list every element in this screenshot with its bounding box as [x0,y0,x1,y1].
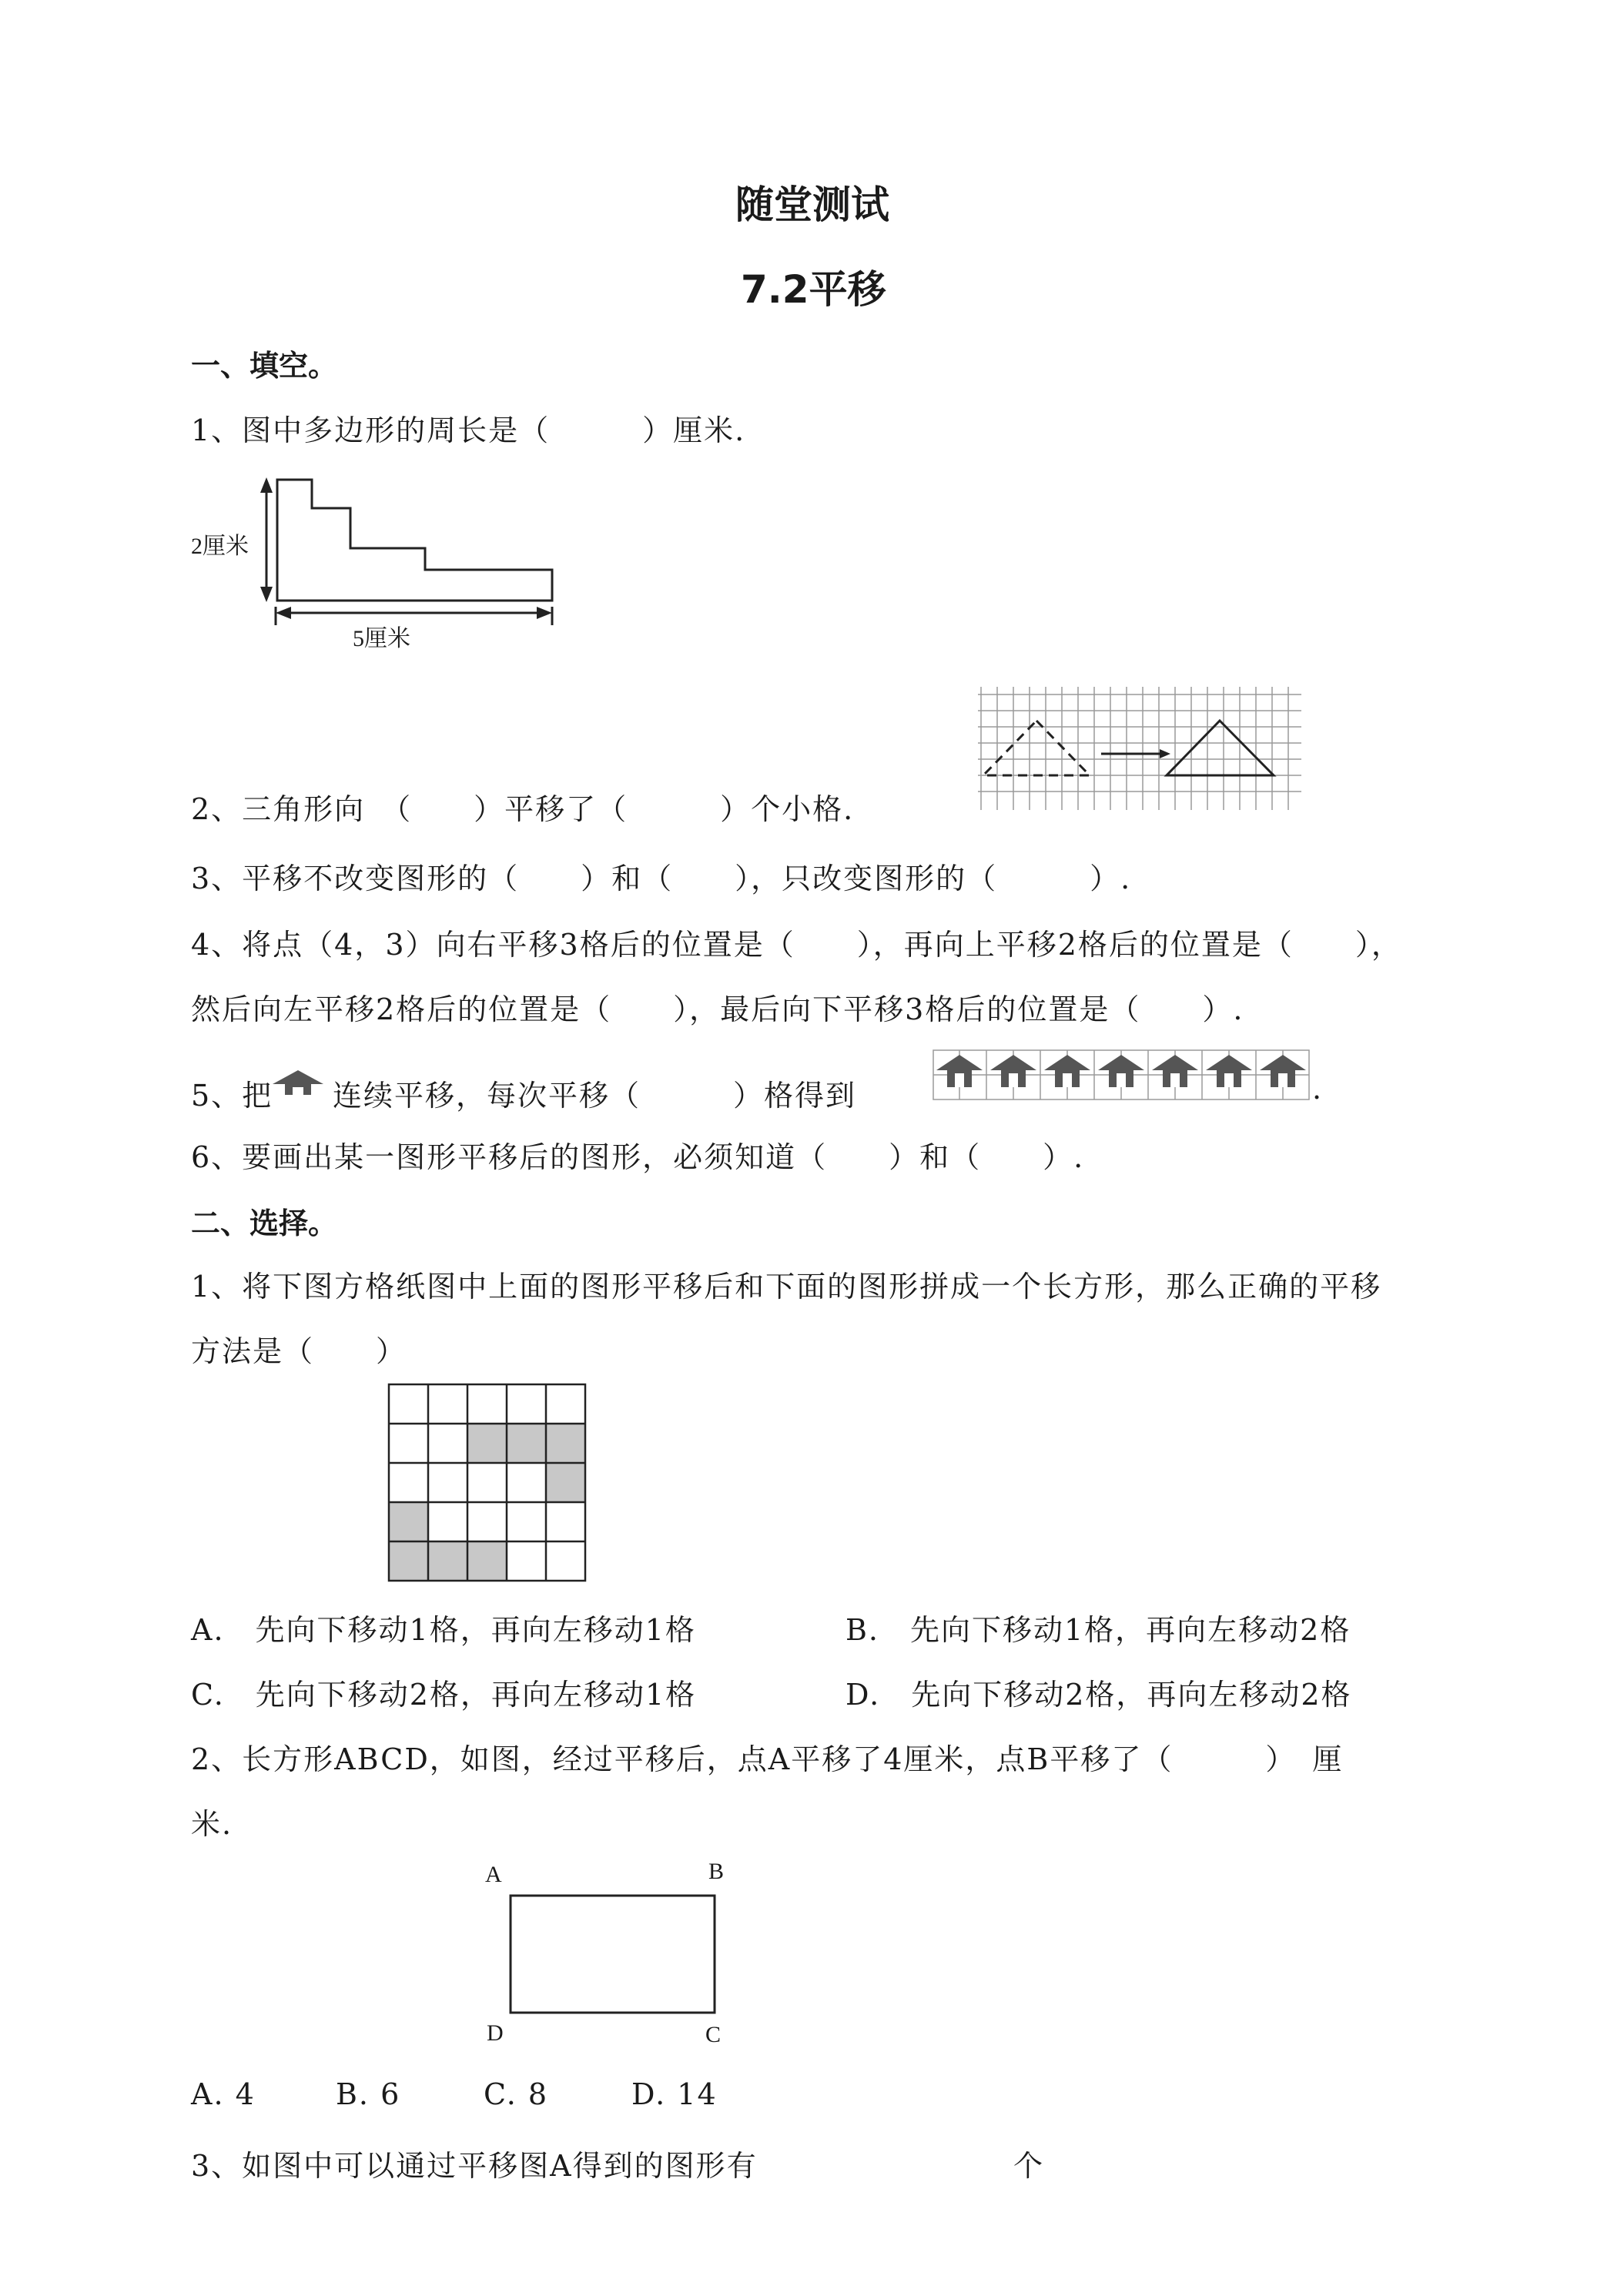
option-2-1-c: C. 先向下移动2格，再向左移动1格 [191,1678,697,1712]
option-2-1-d: D. 先向下移动2格，再向左移动2格 [845,1678,1352,1712]
section-heading-choice: 二、选择。 [191,1207,338,1240]
question-2-3-unit: 个 [1013,2149,1045,2183]
question-2-2-line2: 米. [191,1807,233,1841]
option-2-1-b: B. 先向下移动1格，再向左移动2格 [845,1613,1351,1647]
vertex-c-label: C [705,2022,722,2047]
option-2-2-a: A. 4 [191,2077,256,2111]
option-2-2-d: D. 14 [631,2077,718,2111]
option-2-2-b: B. 6 [336,2077,401,2111]
page-subtitle: 7.2平移 [741,267,886,312]
question-2-3: 3、如图中可以通过平移图A得到的图形有 [191,2149,758,2183]
option-2-2-c: C. 8 [484,2077,549,2111]
question-1-5-middle: 连续平移，每次平移（ ）格得到 [333,1079,857,1113]
question-1-2: 2、三角形向 （ ）平移了（ ）个小格. [191,792,855,826]
width-label: 5厘米 [353,626,410,651]
question-2-2-line1: 2、长方形ABCD，如图，经过平移后，点A平移了4厘米，点B平移了（ ） 厘 [191,1742,1344,1776]
vertex-d-label: D [487,2020,504,2046]
question-2-1-line1: 1、将下图方格纸图中上面的图形平移后和下面的图形拼成一个长方形，那么正确的平移 [191,1270,1382,1304]
question-1-1: 1、图中多边形的周长是（ ）厘米. [191,413,746,447]
vertex-a-label: A [485,1862,502,1887]
page-title: 随堂测试 [735,182,889,227]
question-1-6: 6、要画出某一图形平移后的图形，必须知道（ ）和（ ）. [191,1140,1085,1174]
question-2-1-line2: 方法是（ ） [191,1334,407,1368]
question-1-4-line1: 4、将点（4，3）向右平移3格后的位置是（ ），再向上平移2格后的位置是（ ）， [191,928,1402,962]
question-1-3: 3、平移不改变图形的（ ）和（ ），只改变图形的（ ）. [191,862,1132,895]
height-label: 2厘米 [191,534,249,559]
vertex-b-label: B [708,1859,725,1884]
option-2-1-a: A. 先向下移动1格，再向左移动1格 [191,1613,696,1647]
question-1-5-end: . [1312,1072,1324,1106]
section-heading-fill: 一、填空。 [191,349,338,383]
question-1-4-line2: 然后向左平移2格后的位置是（ ），最后向下平移3格后的位置是（ ）. [191,992,1244,1026]
question-1-5-start: 5、把 [191,1079,273,1113]
